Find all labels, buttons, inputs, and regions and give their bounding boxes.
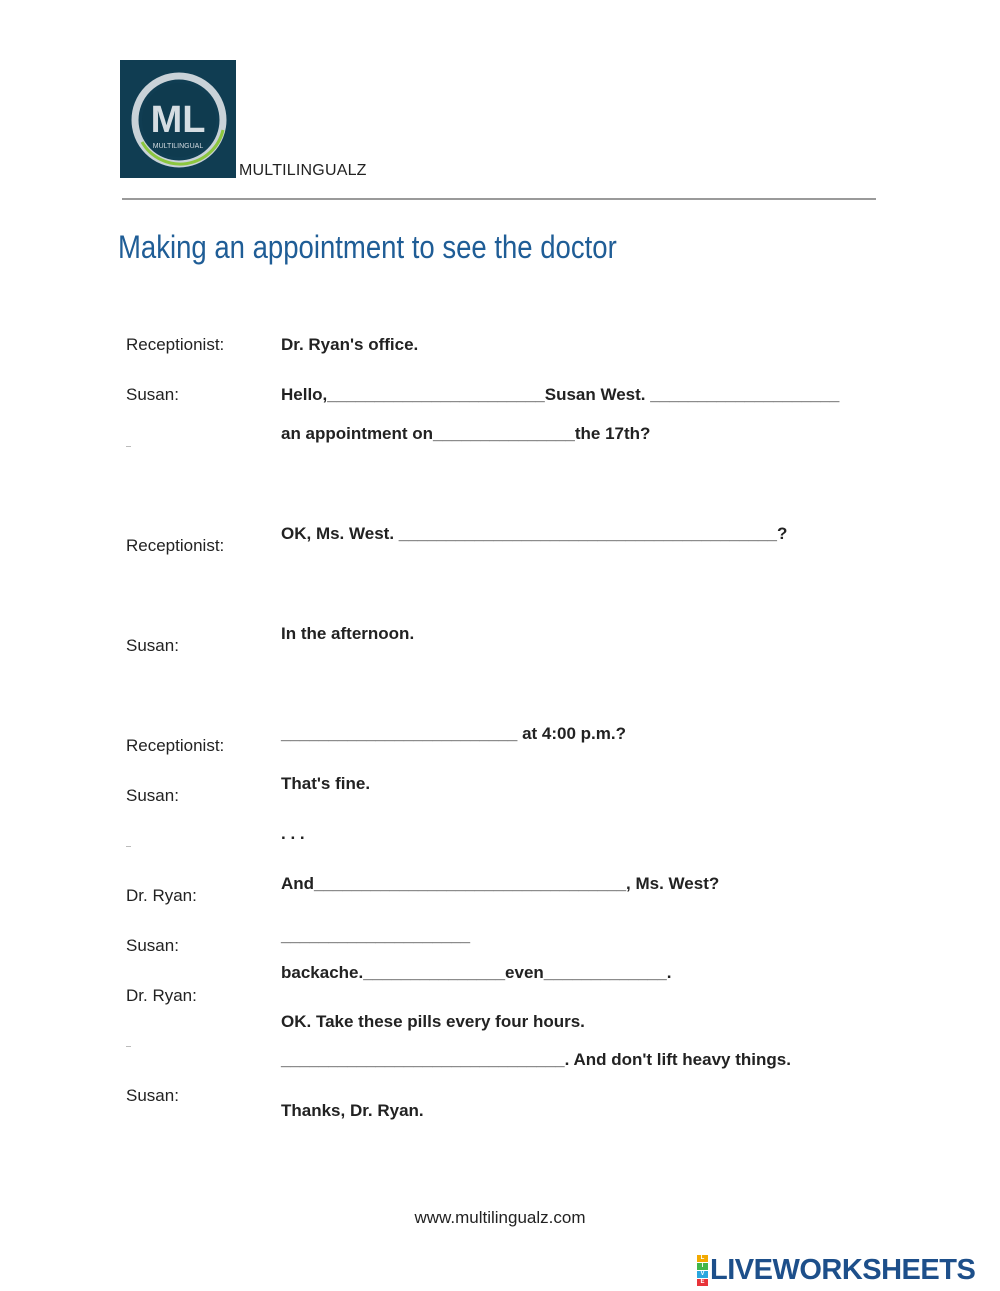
speaker-label: Receptionist: — [126, 736, 225, 755]
dialogue-line: Thanks, Dr. Ryan. — [281, 1101, 424, 1120]
liveworksheets-text: LIVEWORKSHEETS — [710, 1253, 976, 1286]
footer-url: www.multilingualz.com — [414, 1208, 586, 1227]
dialogue-line: That's fine. — [281, 774, 371, 793]
speaker-label: Susan: — [126, 1086, 179, 1105]
dialogue-line: backache._______________even_____________. — [281, 963, 672, 982]
dialogue-line: . . . — [281, 824, 305, 843]
logo-subtext: MULTILINGUAL — [152, 143, 204, 150]
dash-marker — [126, 846, 131, 847]
lw-letter: I — [697, 1263, 708, 1270]
logo-emblem-icon — [120, 60, 236, 178]
page-title: Making an appointment to see the doctor — [118, 229, 617, 265]
dialogue-line: an appointment on_______________the 17th? — [281, 424, 651, 443]
dialogue-line: And_________________________________, Ms. West? — [281, 874, 720, 893]
speaker-label: Susan: — [126, 786, 179, 805]
logo-letters: ML — [150, 99, 206, 141]
liveworksheets-watermark — [697, 1252, 975, 1288]
lw-letter: L — [697, 1255, 708, 1262]
dialogue-line: Dr. Ryan's office. — [281, 335, 419, 354]
lw-letter: E — [697, 1279, 708, 1286]
dialogue-line: OK. Take these pills every four hours. — [281, 1012, 585, 1031]
dialogue-line: ____________________ — [281, 926, 471, 945]
logo — [120, 60, 236, 178]
dialogue-line: In the afternoon. — [281, 624, 415, 643]
speaker-label: Susan: — [126, 936, 179, 955]
speaker-label: Dr. Ryan: — [126, 986, 197, 1005]
speaker-label: Susan: — [126, 636, 179, 655]
dialogue-line: OK, Ms. West. ________________________________________? — [281, 524, 788, 543]
dialogue-line: Hello,_______________________Susan West. ____________________ — [281, 385, 840, 404]
speaker-label: Receptionist: — [126, 335, 225, 354]
liveworksheets-icon — [697, 1255, 708, 1286]
dash-marker — [126, 446, 131, 447]
brand-name: MULTILINGUALZ — [239, 162, 367, 179]
dialogue-line: ______________________________. And don't lift heavy things. — [281, 1050, 791, 1069]
lw-letter: V — [697, 1271, 708, 1278]
header-divider — [122, 198, 876, 200]
dialogue-line: _________________________ at 4:00 p.m.? — [281, 724, 627, 743]
speaker-label: Dr. Ryan: — [126, 886, 197, 905]
speaker-label: Receptionist: — [126, 536, 225, 555]
speaker-label: Susan: — [126, 385, 179, 404]
dash-marker — [126, 1046, 131, 1047]
